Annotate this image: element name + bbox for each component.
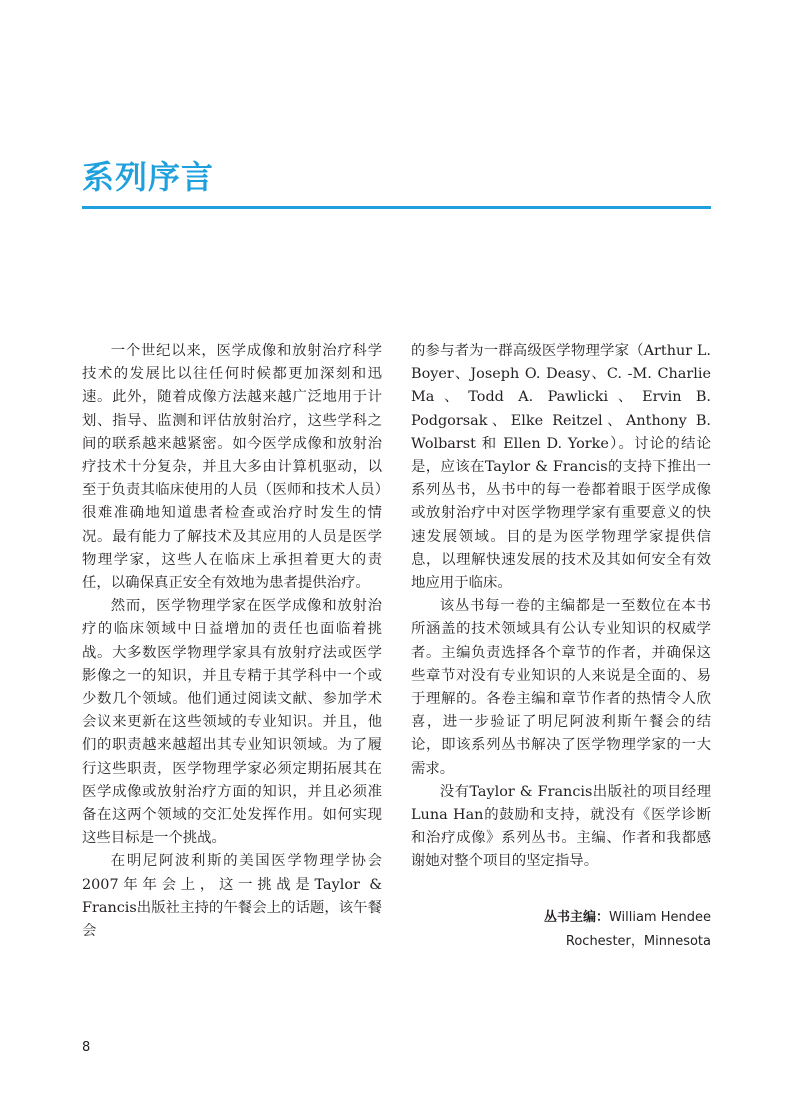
signature-block — [411, 906, 711, 954]
left-column — [82, 340, 382, 943]
right-column — [411, 340, 711, 874]
paragraph: 一个世纪以来，医学成像和放射治疗科学技术的发展比以往任何时候都更加深刻和迅速。此外，随着成像方法越来越广泛地用于计划、指导、监测和评估放射治疗，这些学科之间的联系越来越紧密。如今医学成像和放射治疗技术十分复杂，并且大多由计算机驱动，以至于负责其临床使用的人员（医师和技术人员）很难准确地知道患者检查或治疗时发生的情况。最有能力了解技术及其应用的人员是医学物理学家，这些人在临床上承担着更大的责任，以确保真正安全有效地为患者提供治疗。 — [82, 343, 382, 592]
editor-name: William Hendee — [608, 910, 711, 925]
title-divider — [82, 206, 711, 209]
page-title: 系列序言 — [82, 158, 215, 196]
page-number: 8 — [82, 1040, 91, 1055]
editor-location: Rochester，Minnesota — [565, 934, 711, 949]
paragraph: 没有Taylor & Francis出版社的项目经理Luna Han的鼓励和支持，就没有《医学诊断和治疗成像》系列丛书。主编、作者和我都感谢她对整个项目的坚定指导。 — [411, 783, 711, 870]
paragraph-continued: 的参与者为一群高级医学物理学家（Arthur L. Boyer、Joseph O. Deasy、C. -M. Charlie Ma、Todd A. Pawlicki、Ervin B. Podgorsak、Elke Reitzel、Anthony B. Wolbarst 和 Ellen D. Yorke）。讨论的结论是，应该在Taylor & Francis的支持下推出一系列丛书，丛书中的每一卷都着眼于医学成像或放射治疗中对医学物理学家有重要意义的快速发展领域。目的是为医学物理学家提供信息，以理解快速发展的技术及其如何安全有效地应用于临床。 — [411, 343, 711, 592]
editor-label: 丛书主编： — [543, 910, 609, 925]
paragraph: 在明尼阿波利斯的美国医学物理学协会2007年年会上，这一挑战是Taylor & Francis出版社主持的午餐会上的话题，该午餐会 — [82, 853, 382, 940]
paragraph: 该丛书每一卷的主编都是一至数位在本书所涵盖的技术领域具有公认专业知识的权威学者。主编负责选择各个章节的作者，并确保这些章节对没有专业知识的人来说是全面的、易于理解的。各卷主编和章节作者的热情令人欣喜，进一步验证了明尼阿波利斯午餐会的结论，即该系列丛书解决了医学物理学家的一大需求。 — [411, 598, 711, 777]
paragraph: 然而，医学物理学家在医学成像和放射治疗的临床领域中日益增加的责任也面临着挑战。大多数医学物理学家具有放射疗法或医学影像之一的知识，并且专精于其学科中一个或少数几个领域。他们通过阅读文献、参加学术会议来更新在这些领域的专业知识。并且，他们的职责越来越超出其专业知识领域。为了履行这些职责，医学物理学家必须定期拓展其在医学成像或放射治疗方面的知识，并且必须准备在这两个领域的交汇处发挥作用。如何实现这些目标是一个挑战。 — [82, 598, 382, 847]
signature-line — [411, 906, 711, 930]
